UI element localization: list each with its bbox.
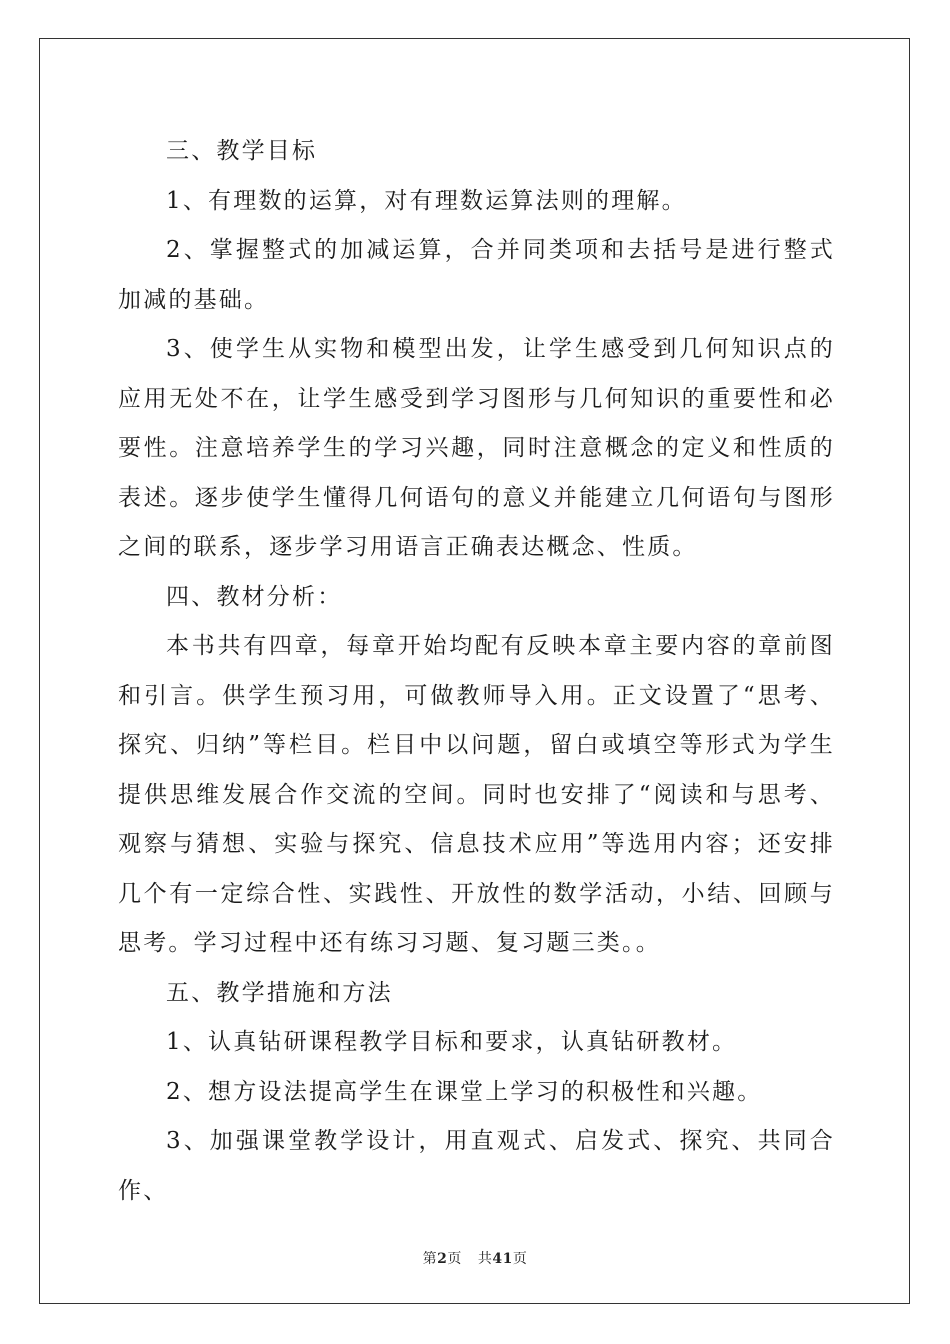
paragraph-measure-3: 3、加强课堂教学设计，用直观式、启发式、探究、共同合作、 [118, 1128, 835, 1204]
total-pages: 41 [492, 1251, 513, 1267]
page-suffix: 页 [447, 1251, 462, 1267]
document-body [118, 127, 835, 1216]
total-prefix: 共 [477, 1251, 493, 1267]
paragraph-measure-2: 2、想方设法提高学生在课堂上学习的积极性和兴趣。 [166, 1078, 763, 1105]
total-suffix: 页 [512, 1251, 528, 1267]
paragraph-objective-3: 3、使学生从实物和模型出发，让学生感受到几何知识点的应用无处不在，让学生感受到学习图形与几何知识的重要性和必要性。注意培养学生的学习兴趣，同时注意概念的定义和性质的表述。逐步使学生懂得几何语句的意义并能建立几何语句与图形之间的联系，逐步学习用语言正确表达概念、性质。 [118, 336, 835, 560]
page-prefix: 第 [422, 1251, 438, 1267]
paragraph-objective-1: 1、有理数的运算，对有理数运算法则的理解。 [166, 187, 687, 214]
paragraph-objective-2: 2、掌握整式的加减运算，合并同类项和去括号是进行整式加减的基础。 [118, 237, 835, 313]
paragraph-textbook-analysis: 本书共有四章，每章开始均配有反映本章主要内容的章前图和引言。供学生预习用，可做教师导入用。正文设置了“思考、探究、归纳”等栏目。栏目中以问题，留白或填空等形式为学生提供思维发展合作交流的空间。同时也安排了“阅读和与思考、观察与猜想、实验与探究、信息技术应用”等选用内容；还安排几个有一定综合性、实践性、开放性的数学活动，小结、回顾与思考。学习过程中还有练习习题、复习题三类。。 [118, 633, 835, 956]
section-heading-measures: 五、教学措施和方法 [166, 979, 393, 1006]
section-heading-textbook-analysis: 四、教材分析： [166, 583, 343, 610]
paragraph-measure-1: 1、认真钻研课程教学目标和要求，认真钻研教材。 [166, 1029, 738, 1055]
page-number: 2 [437, 1251, 448, 1267]
section-heading-objectives: 三、教学目标 [166, 138, 318, 164]
page-footer [0, 1248, 950, 1268]
